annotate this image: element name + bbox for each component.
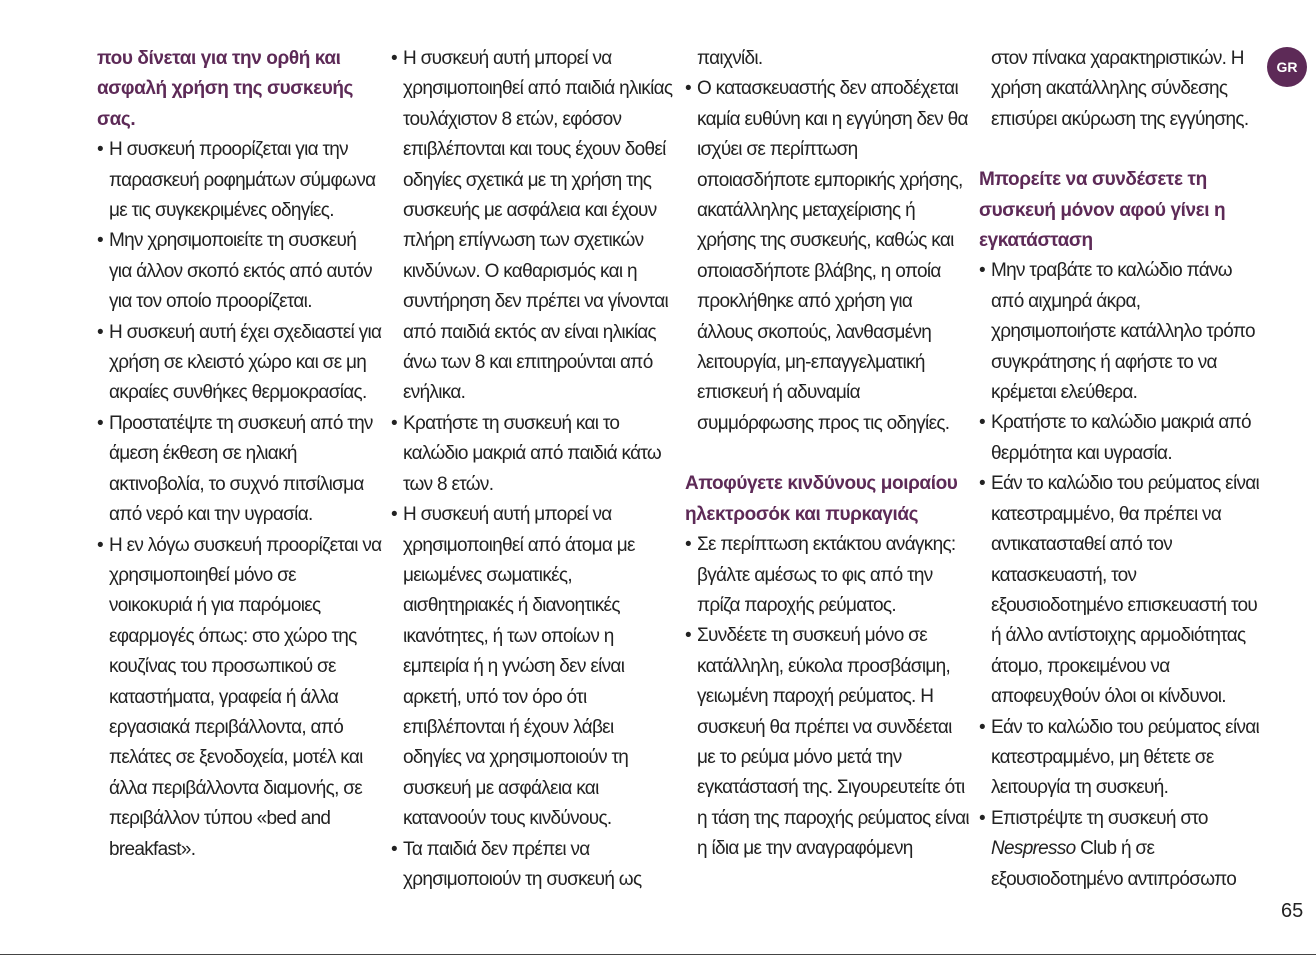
- list-item: • Η εν λόγω συσκευή προορίζεται να χρησιμοποιηθεί μόνο σε νοικοκυριά ή για παρόμοιες εφαρμογές όπως: στο χώρο της κουζίνας του προσωπικού σε καταστήματα, γραφεία ή άλλα εργασιακά περιβάλλοντα, από πελάτες σε ξενοδοχεία, μοτέλ και άλλα περιβάλλοντα διαμονής, σε περιβάλλον τύπου «bed and breakfast».: [97, 531, 382, 865]
- language-badge: GR: [1267, 47, 1307, 87]
- list-item: • Μην τραβάτε το καλώδιο πάνω από αιχμηρά άκρα, χρησιμοποιήστε κατάλληλο τρόπο συγκράτησης ή αφήστε το να κρέμεται ελεύθερα.: [979, 256, 1264, 408]
- section-heading: Μπορείτε να συνδέσετε τη συσκευή μόνον αφού γίνει η εγκατάσταση: [979, 169, 1226, 252]
- list-item-prefix: Επιστρέψτε τη συσκευή στο: [991, 807, 1208, 829]
- list-item: • Σε περίπτωση εκτάκτου ανάγκης: βγάλτε αμέσως το φις από την πρίζα παροχής ρεύματος.: [685, 530, 970, 621]
- bullet-list: [979, 256, 1264, 895]
- list-item: [979, 804, 1264, 895]
- bullet-list: [685, 74, 970, 439]
- list-item: • Η συσκευή αυτή μπορεί να χρησιμοποιηθεί από παιδιά ηλικίας τουλάχιστον 8 ετών, εφόσον επιβλέπονται και τους έχουν δοθεί οδηγίες σχετικά με τη χρήση της συσκευής με ασφάλεια και έχουν πλήρη επίγνωση των σχετικών κινδύνων. Ο καθαρισμός και η συντήρηση δεν πρέπει να γίνονται από παιδιά εκτός αν είναι ηλικίας άνω των 8 και επιτηρούνται από ενήλικα.: [391, 44, 676, 409]
- column-4: [979, 44, 1264, 895]
- list-item: • Η συσκευή αυτή έχει σχεδιαστεί για χρήση σε κλειστό χώρο και σε μη ακραίες συνθήκες θερμοκρασίας.: [97, 318, 382, 409]
- bullet-list: [97, 135, 382, 865]
- list-item: • Κρατήστε τη συσκευή και το καλώδιο μακριά από παιδιά κάτω των 8 ετών.: [391, 409, 676, 500]
- section-heading: Αποφύγετε κινδύνους μοιραίου ηλεκτροσόκ και πυρκαγιάς: [685, 473, 958, 525]
- list-item: • Η συσκευή προορίζεται για την παρασκευή ροφημάτων σύμφωνα με τις συγκεκριμένες οδηγίες.: [97, 135, 382, 226]
- list-item: • Εάν το καλώδιο του ρεύματος είναι κατεστραμμένο, μη θέτετε σε λειτουργία τη συσκευή.: [979, 713, 1264, 804]
- list-item: • Τα παιδιά δεν πρέπει να χρησιμοποιούν τη συσκευή ως: [391, 835, 676, 896]
- column-1: [97, 44, 382, 865]
- bullet-list: [685, 530, 970, 864]
- continuation-text: στον πίνακα χαρακτηριστικών. Η χρήση ακατάλληλης σύνδεσης επισύρει ακύρωση της εγγύησης.: [991, 48, 1249, 130]
- list-item-suffix: Club ή σε εξουσιοδοτημένο αντιπρόσωπο: [991, 838, 1237, 890]
- list-item: • Κρατήστε το καλώδιο μακριά από θερμότητα και υγρασία.: [979, 408, 1264, 469]
- list-item: • Συνδέετε τη συσκευή μόνο σε κατάλληλη, εύκολα προσβάσιμη, γειωμένη παροχή ρεύματος. Η συσκευή θα πρέπει να συνδέεται με το ρεύμα μόνο μετά την εγκατάστασή της. Σιγουρευτείτε ότι η τάση της παροχής ρεύματος είναι η ίδια με την αναγραφόμενη: [685, 621, 970, 864]
- section-gap: [979, 135, 1264, 165]
- continuation-text: παιχνίδι.: [697, 48, 763, 69]
- list-item: • Προστατέψτε τη συσκευή από την άμεση έκθεση σε ηλιακή ακτινοβολία, το συχνό πιτσίλισμα από νερό και την υγρασία.: [97, 409, 382, 531]
- intro-heading: που δίνεται για την ορθή και ασφαλή χρήση της συσκευής σας.: [97, 48, 354, 130]
- list-item: • Εάν το καλώδιο του ρεύματος είναι κατεστραμμένο, θα πρέπει να αντικατασταθεί από τον κατασκευαστή, τον εξουσιοδοτημένο επισκευαστή του ή άλλο αντίστοιχης αρμοδιότητας άτομο, προκειμένου να αποφευχθούν όλοι οι κίνδυνοι.: [979, 469, 1264, 712]
- brand-name: Nespresso: [991, 838, 1076, 860]
- list-item: • Ο κατασκευαστής δεν αποδέχεται καμία ευθύνη και η εγγύηση δεν θα ισχύει σε περίπτωση οποιασδήποτε εμπορικής χρήσης, ακατάλληλης μεταχείρισης ή χρήσης της συσκευής, καθώς και οποιασδήποτε βλάβης, η οποία προκλήθηκε από χρήση για άλλους σκοπούς, λανθασμένη λειτουργία, μη-επαγγελματική επισκευή ή αδυναμία συμμόρφωσης προς τις οδηγίες.: [685, 74, 970, 439]
- column-3: [685, 44, 970, 865]
- list-item: • Η συσκευή αυτή μπορεί να χρησιμοποιηθεί από άτομα με μειωμένες σωματικές, αισθητηριακές ή διανοητικές ικανότητες, ή των οποίων η εμπειρία ή η γνώση δεν είναι αρκετή, υπό τον όρο ότι επιβλέπονται ή έχουν λάβει οδηγίες να χρησιμοποιούν τη συσκευή με ασφάλεια και κατανοούν τους κινδύνους.: [391, 500, 676, 834]
- section-gap: [685, 439, 970, 469]
- page-number: 65: [1281, 900, 1304, 922]
- bullet-list: [391, 44, 676, 895]
- list-item: • Μην χρησιμοποιείτε τη συσκευή για άλλον σκοπό εκτός από αυτόν για τον οποίο προορίζεται.: [97, 226, 382, 317]
- column-2: [391, 44, 676, 895]
- bottom-divider: [0, 954, 1316, 955]
